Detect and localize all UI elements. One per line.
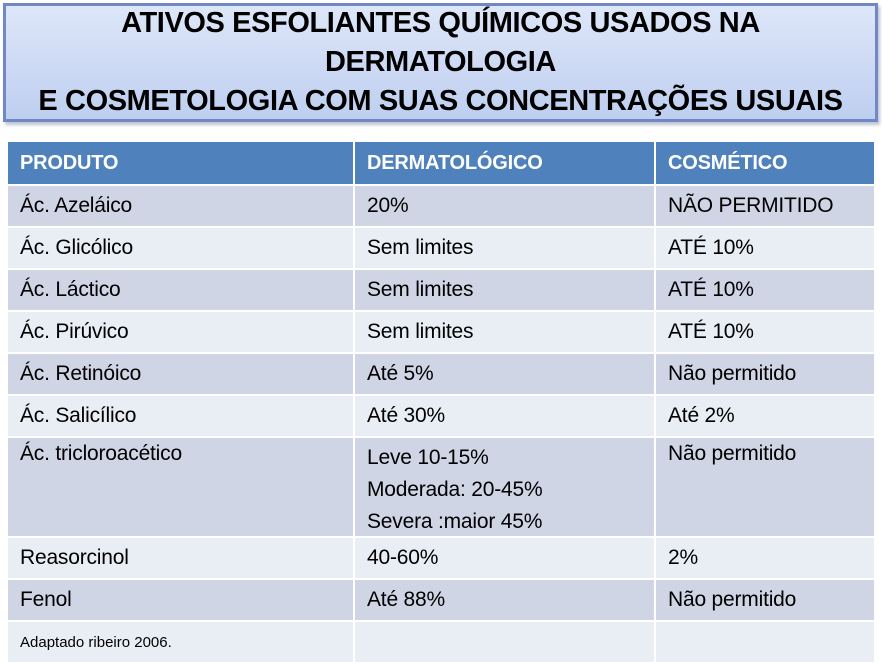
table-footnote-row [8,622,874,662]
footnote-text: Adaptado ribeiro 2006. [8,622,353,662]
dermatologico-line: Até 88% [367,588,445,611]
table-row [8,186,874,226]
cell-dermatologico [355,354,654,394]
dermatologico-line: Leve 10-15% [367,446,489,469]
cell-dermatologico [355,312,654,352]
dermatologico-line: Sem limites [367,236,474,259]
concentrations-table [8,142,874,662]
footnote-empty-cell [355,622,654,662]
dermatologico-line: Sem limites [367,320,474,343]
cell-dermatologico [355,396,654,436]
cell-produto: Ác. Pirúvico [8,312,353,352]
cell-cosmetico: ATÉ 10% [656,312,874,352]
table-row [8,354,874,394]
dermatologico-line: Moderada: 20-45% [367,478,543,501]
cell-dermatologico [355,538,654,578]
cell-produto: Fenol [8,580,353,620]
table-row [8,438,874,536]
cell-dermatologico [355,580,654,620]
slide [0,3,882,665]
cell-produto: Ác. tricloroacético [8,438,353,536]
footnote-empty-cell [656,622,874,662]
title-line-1: ATIVOS ESFOLIANTES QUÍMICOS USADOS NA DERMATOLOGIA [121,7,760,78]
table-body [8,186,874,662]
dermatologico-line: 40-60% [367,546,439,569]
cell-cosmetico: ATÉ 10% [656,228,874,268]
cell-cosmetico: 2% [656,538,874,578]
dermatologico-line: Até 30% [367,404,445,427]
title-line-2: E COSMETOLOGIA COM SUAS CONCENTRAÇÕES USUAIS [38,85,843,117]
cell-dermatologico [355,438,654,536]
cell-produto: Reasorcinol [8,538,353,578]
column-header-dermatologico: DERMATOLÓGICO [355,142,654,184]
cell-produto: Ác. Retinóico [8,354,353,394]
slide-title-box [3,3,878,122]
cell-cosmetico: NÃO PERMITIDO [656,186,874,226]
table-row [8,312,874,352]
table-row [8,538,874,578]
cell-produto: Ác. Salicílico [8,396,353,436]
dermatologico-line: 20% [367,194,409,217]
table-row [8,270,874,310]
cell-dermatologico [355,228,654,268]
table-row [8,396,874,436]
cell-produto: Ác. Glicólico [8,228,353,268]
cell-cosmetico: ATÉ 10% [656,270,874,310]
column-header-produto: PRODUTO [8,142,353,184]
column-header-cosmetico: COSMÉTICO [656,142,874,184]
cell-cosmetico: Até 2% [656,396,874,436]
cell-cosmetico: Não permitido [656,438,874,536]
table-row [8,228,874,268]
cell-cosmetico: Não permitido [656,580,874,620]
cell-produto: Ác. Azeláico [8,186,353,226]
table-row [8,580,874,620]
cell-produto: Ác. Láctico [8,270,353,310]
cell-cosmetico: Não permitido [656,354,874,394]
dermatologico-line: Até 5% [367,362,434,385]
table-header-row [8,142,874,184]
dermatologico-line: Severa :maior 45% [367,510,543,533]
cell-dermatologico [355,270,654,310]
cell-dermatologico [355,186,654,226]
dermatologico-line: Sem limites [367,278,474,301]
